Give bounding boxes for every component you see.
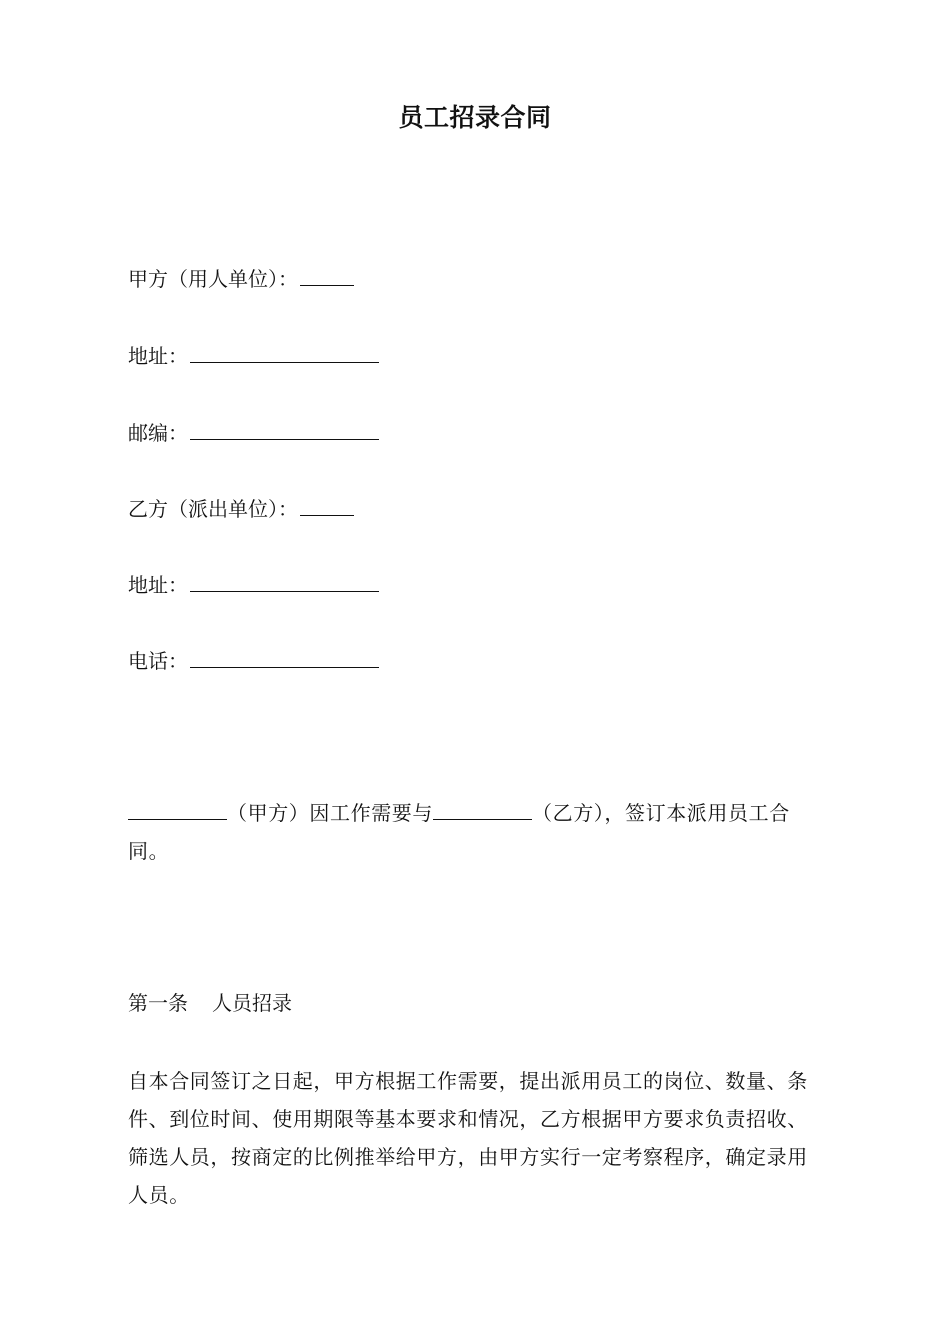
phone-label: 电话： [128,649,188,673]
party-a-address-field [128,342,379,370]
phone-field [128,647,379,675]
postcode-label: 邮编： [128,421,188,445]
party-a-blank [300,267,354,286]
intro-text-1: （甲方）因工作需要与 [227,801,433,825]
intro-party-b-blank [433,801,532,820]
article-1-number: 第一条 [128,991,188,1015]
article-1-body: 自本合同签订之日起，甲方根据工作需要，提出派用员工的岗位、数量、条件、到位时间、使用期限等基本要求和情况，乙方根据甲方要求负责招收、筛选人员，按商定的比例推举给甲方，由甲方实行一定考察程序，确定录用人员。 [128,1069,808,1207]
party-a-field [128,265,354,293]
party-b-address-blank [190,573,379,592]
intro-party-a-blank [128,801,227,820]
party-a-address-blank [190,344,379,363]
document-title: 员工招录合同 [398,103,552,132]
article-1-title: 人员招录 [212,991,292,1015]
intro-paragraph [128,794,828,870]
party-b-field [128,495,354,523]
postcode-blank [190,421,379,440]
phone-blank [190,649,379,668]
party-a-label: 甲方（用人单位）： [128,267,298,291]
party-b-address-label: 地址： [128,573,188,597]
party-b-blank [300,497,354,516]
intro-text-2: （乙方），签订本派用员工合同。 [128,801,790,863]
article-1-heading [128,988,292,1018]
party-b-label: 乙方（派出单位）： [128,497,298,521]
postcode-field [128,419,379,447]
party-b-address-field [128,571,379,599]
party-a-address-label: 地址： [128,344,188,368]
